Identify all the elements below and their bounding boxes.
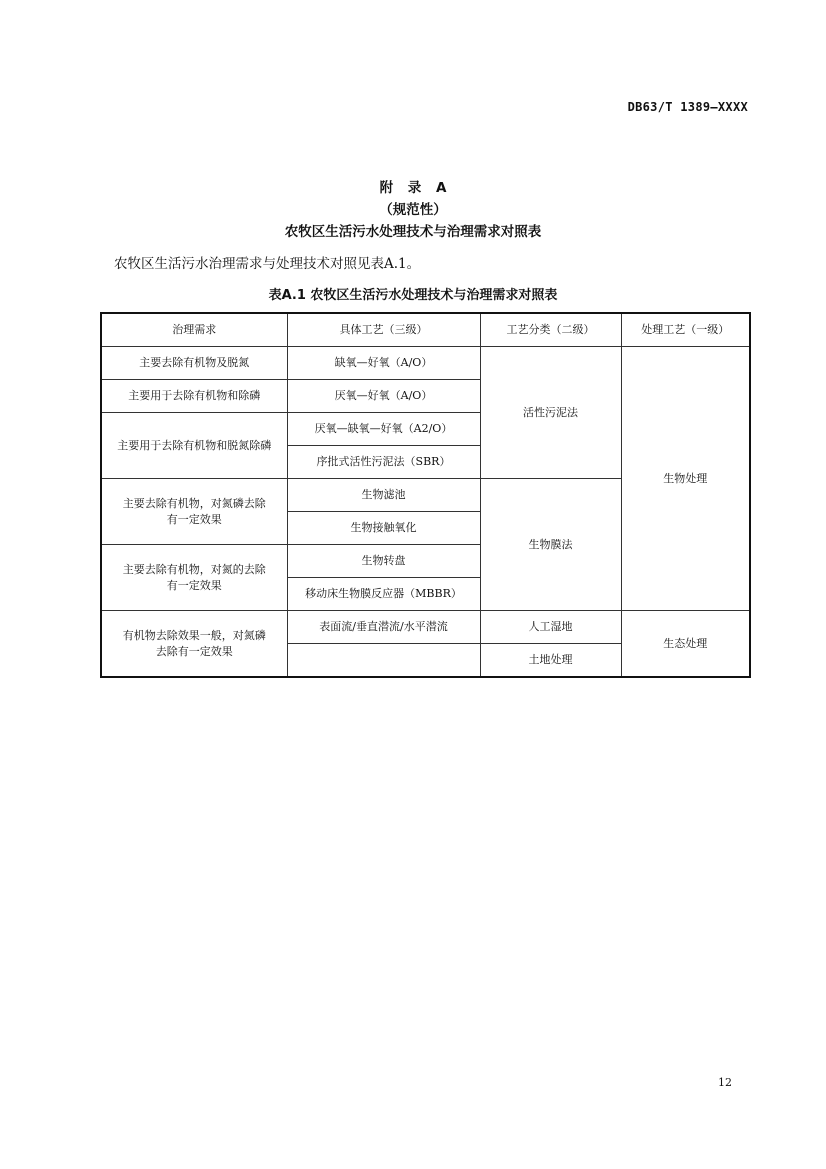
need-cell: 主要用于去除有机物和除磷 — [101, 380, 287, 413]
appendix-label: 附 录 A — [379, 180, 447, 196]
page-number: 12 — [718, 1076, 732, 1089]
need-cell: 主要去除有机物及脱氮 — [101, 347, 287, 380]
table-header-row — [101, 313, 750, 347]
process-cell: 厌氧—好氧（A/O） — [287, 380, 480, 413]
level1-cell: 生态处理 — [621, 611, 750, 678]
document-code: DB63/T 1389—XXXX — [627, 100, 748, 114]
process-cell: 表面流/垂直潜流/水平潜流 — [287, 611, 480, 644]
table-row — [101, 611, 750, 644]
need-cell — [101, 545, 287, 611]
need-line: 主要去除有机物，对氮的去除 — [122, 562, 266, 576]
process-cell: 生物滤池 — [287, 479, 480, 512]
comparison-table — [100, 312, 751, 678]
need-line: 主要去除有机物，对氮磷去除 — [122, 496, 266, 510]
need-line: 有一定效果 — [166, 512, 222, 526]
header-cell: 治理需求 — [101, 313, 287, 347]
appendix-title: 农牧区生活污水处理技术与治理需求对照表 — [284, 224, 542, 240]
header-cell: 工艺分类（二级） — [480, 313, 621, 347]
process-cell: 生物转盘 — [287, 545, 480, 578]
category-cell: 生物膜法 — [480, 479, 621, 611]
need-cell — [101, 479, 287, 545]
process-cell: 厌氧—缺氧—好氧（A2/O） — [287, 413, 480, 446]
intro-paragraph: 农牧区生活污水治理需求与处理技术对照见表A.1。 — [114, 256, 421, 272]
need-cell — [101, 611, 287, 678]
need-cell: 主要用于去除有机物和脱氮除磷 — [101, 413, 287, 479]
table-row — [101, 347, 750, 380]
process-cell: 缺氧—好氧（A/O） — [287, 347, 480, 380]
table-caption: 表A.1 农牧区生活污水处理技术与治理需求对照表 — [268, 288, 558, 303]
level1-cell: 生物处理 — [621, 347, 750, 611]
process-cell: 序批式活性污泥法（SBR） — [287, 446, 480, 479]
need-line: 去除有一定效果 — [155, 644, 233, 658]
category-cell: 土地处理 — [480, 644, 621, 678]
header-cell: 具体工艺（三级） — [287, 313, 480, 347]
category-cell: 活性污泥法 — [480, 347, 621, 479]
process-cell: 生物接触氧化 — [287, 512, 480, 545]
header-cell: 处理工艺（一级） — [621, 313, 750, 347]
process-cell: 移动床生物膜反应器（MBBR） — [287, 578, 480, 611]
appendix-type: （规范性） — [379, 202, 447, 218]
need-line: 有一定效果 — [166, 578, 222, 592]
need-line: 有机物去除效果一般，对氮磷 — [122, 628, 266, 642]
process-cell-empty — [287, 644, 480, 678]
category-cell: 人工湿地 — [480, 611, 621, 644]
